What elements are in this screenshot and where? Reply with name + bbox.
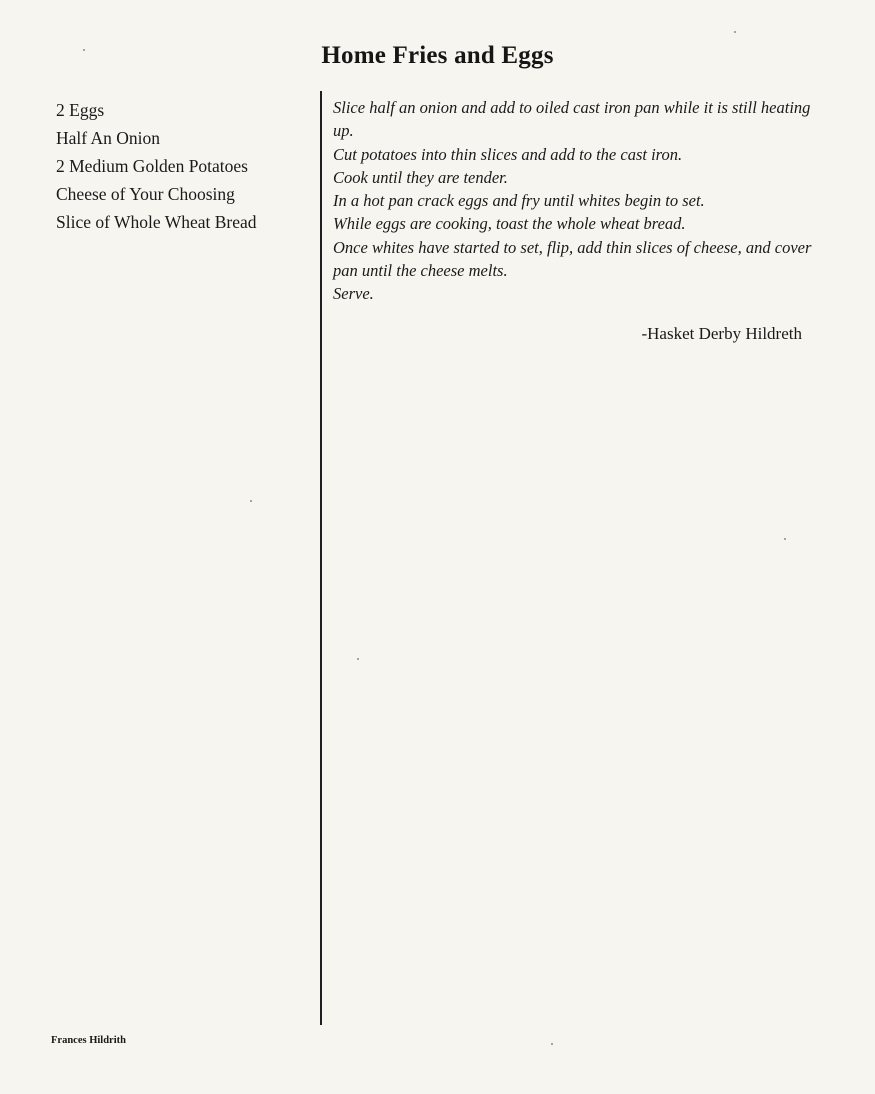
instruction-step: In a hot pan crack eggs and fry until whites begin to set. xyxy=(333,191,705,211)
instruction-step: Once whites have started to set, flip, add thin slices of cheese, and cover pan until the cheese melts. xyxy=(333,237,812,281)
ingredient-item: 2 Medium Golden Potatoes xyxy=(56,156,248,176)
paper-speck xyxy=(784,538,786,540)
instruction-step: Cut potatoes into thin slices and add to the cast iron. xyxy=(333,144,683,164)
ingredients-list xyxy=(56,96,316,236)
ingredient-item: Half An Onion xyxy=(56,128,161,148)
instruction-step: Serve. xyxy=(333,284,374,304)
instructions-list xyxy=(333,96,813,306)
ingredient-item: 2 Eggs xyxy=(56,100,105,120)
paper-speck xyxy=(357,658,359,660)
ingredient-item: Slice of Whole Wheat Bread xyxy=(56,212,257,232)
paper-speck xyxy=(734,31,736,33)
paper-speck xyxy=(551,1043,553,1045)
recipe-title: Home Fries and Eggs xyxy=(321,42,554,69)
instruction-step: While eggs are cooking, toast the whole wheat bread. xyxy=(333,214,686,234)
ingredient-item: Cheese of Your Choosing xyxy=(56,184,235,204)
footer-name: Frances Hildrith xyxy=(51,1035,126,1046)
column-divider xyxy=(320,91,322,1025)
recipe-signature: -Hasket Derby Hildreth xyxy=(641,324,802,343)
instruction-step: Slice half an onion and add to oiled cast iron pan while it is still heating up. xyxy=(333,98,811,141)
paper-speck xyxy=(83,49,85,51)
paper-speck xyxy=(250,500,252,502)
instruction-step: Cook until they are tender. xyxy=(333,167,508,187)
